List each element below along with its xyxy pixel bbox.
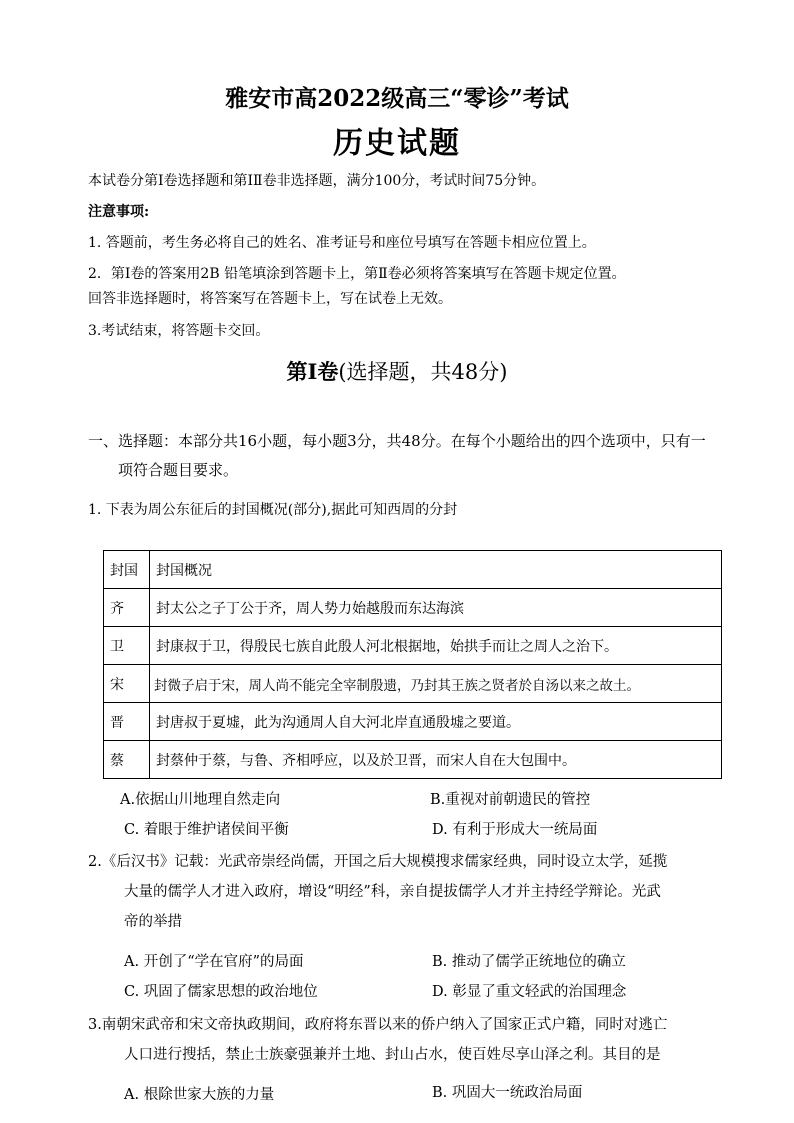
notes-heading: 注意事项:	[88, 204, 150, 220]
table-cell: 封蔡仲于蔡，与鲁、齐相呼应，以及於卫晋，而宋人自在大包围中。	[150, 741, 722, 779]
table-cell: 宋	[104, 665, 150, 703]
q2-option-b: B. 推动了儒学正统地位的确立	[432, 954, 626, 970]
table-cell: 封微子启于宋，周人尚不能完全宰制殷遗，乃封其王族之贤者於自汤以来之故土。	[150, 665, 722, 703]
table-cell: 封康叔于卫，得殷民七族自此殷人河北根据地，始拱手而让之周人之治下。	[150, 627, 722, 665]
q3-option-a: A. 根除世家大族的力量	[124, 1087, 275, 1103]
note-item: 1. 答题前，考生务必将自己的姓名、准考证号和座位号填写在答题卡相应位置上。	[88, 235, 596, 251]
q1-option-c: C. 着眼于维护诸侯间平衡	[124, 822, 289, 838]
table-header-row	[104, 551, 722, 589]
table-cell: 封唐叔于夏墟，此为沟通周人自大河北岸直通殷墟之要道。	[150, 703, 722, 741]
part-label: 第Ⅰ卷	[286, 359, 339, 384]
q1-option-b: B.重视对前朝遗民的管控	[430, 792, 591, 808]
table-header-cell: 封国概况	[150, 551, 722, 589]
table-cell: 齐	[104, 589, 150, 627]
q3-stem: 3.南朝宋武帝和宋文帝执政期间，政府将东晋以来的侨户纳入了国家正式户籍，同时对逃亡	[88, 1017, 668, 1033]
part-subtitle: (选择题，共48分)	[338, 360, 508, 384]
table-row	[104, 703, 722, 741]
q2-stem: 帝的举措	[124, 914, 182, 930]
q2-stem: 2.《后汉书》记载：光武帝崇经尚儒，开国之后大规模搜求儒家经典，同时设立太学，延揽	[88, 854, 668, 870]
note-item: 回答非选择题时，将答案写在答题卡上，写在试卷上无效。	[88, 291, 452, 307]
q2-option-a: A. 开创了“学在官府”的局面	[124, 954, 304, 970]
table-row	[104, 627, 722, 665]
fief-table	[103, 550, 722, 779]
table-row	[104, 741, 722, 779]
table-row	[104, 589, 722, 627]
exam-title: 雅安市高2022级高三“零诊”考试	[225, 85, 569, 112]
intro-text: 本试卷分第Ⅰ卷选择题和第ⅠⅡ卷非选择题，满分100分，考试时间75分钟。	[88, 173, 546, 189]
subject-title: 历史试题	[333, 126, 461, 161]
table-cell: 封太公之子丁公于齐，周人势力始越殷而东达海滨	[150, 589, 722, 627]
q1-option-a: A.依据山川地理自然走向	[120, 792, 281, 808]
section-instruction: 项符合题目要求。	[118, 461, 239, 479]
q3-stem: 人口进行搜括，禁止士族豪强兼并土地、封山占水，使百姓尽享山泽之利。其目的是	[124, 1047, 661, 1063]
table-header-cell: 封国	[104, 551, 150, 589]
q2-option-c: C. 巩固了儒家思想的政治地位	[124, 984, 318, 1000]
note-item: 3.考试结束，将答题卡交回。	[88, 323, 270, 339]
q1-stem: 1. 下表为周公东征后的封国概况(部分),据此可知西周的分封	[88, 502, 458, 518]
part-heading	[0, 356, 794, 386]
q3-option-b: B. 巩固大一统政治局面	[432, 1085, 583, 1101]
table-cell: 卫	[104, 627, 150, 665]
table-cell: 蔡	[104, 741, 150, 779]
q2-option-d: D. 彰显了重文轻武的治国理念	[432, 984, 627, 1000]
table-row	[104, 665, 722, 703]
note-item: 2．第Ⅰ卷的答案用2B 铅笔填涂到答题卡上，第Ⅱ卷必须将答案填写在答题卡规定位置。	[88, 266, 626, 282]
section-instruction: 一、选择题：本部分共16小题，每小题3分，共48分。在每个小题给出的四个选项中，只有一	[88, 432, 706, 450]
q2-stem: 大量的儒学人才进入政府，增设“明经”科，亲自提拔儒学人才并主持经学辩论。光武	[124, 884, 661, 900]
q1-option-d: D. 有利于形成大一统局面	[432, 822, 598, 838]
table-cell: 晋	[104, 703, 150, 741]
